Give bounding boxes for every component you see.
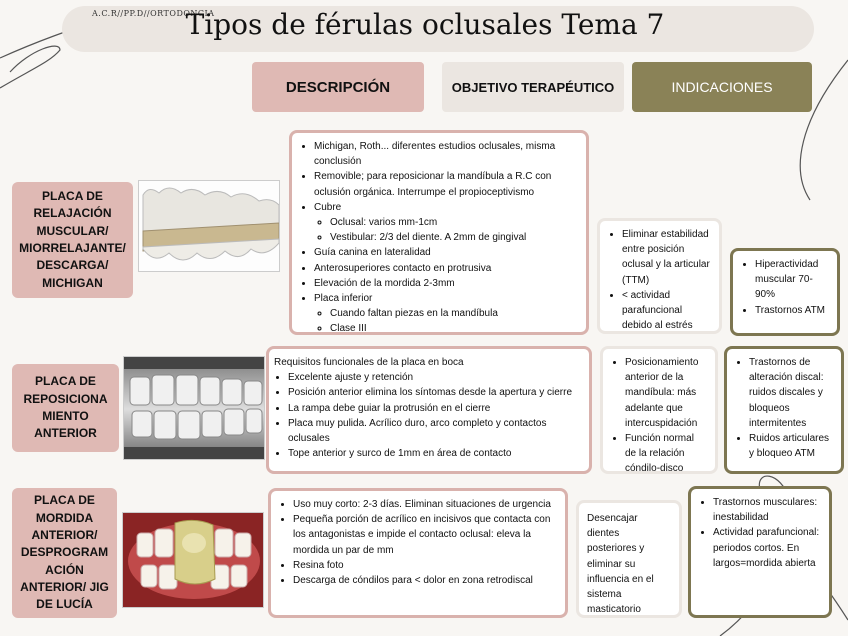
watermark: A.C.R//PP.D//ORTODONCIA	[92, 9, 215, 18]
objective-box-jig	[576, 500, 682, 618]
description-item: • Elevación de la mordida 2-3mm	[314, 276, 578, 291]
description-item: • Anterosuperiores contacto en protrusiva	[314, 261, 578, 276]
page-title: Tipos de férulas oclusales Tema 7	[185, 8, 665, 41]
header-descripcion: DESCRIPCIÓN	[252, 62, 424, 112]
description-item: • Resina foto	[293, 558, 557, 573]
description-item: • Uso muy corto: 2-3 días. Eliminan situaciones de urgencia	[293, 497, 557, 512]
description-box-jig	[268, 488, 568, 618]
objective-item: • Eliminar estabilidad entre posición oclusal y la articular (TTM)	[622, 227, 711, 288]
objective-box-michigan	[597, 218, 722, 334]
header-indicaciones: INDICACIONES	[632, 62, 812, 112]
description-item: • Excelente ajuste y retención	[288, 370, 581, 385]
description-item: • Placa inferior ◦ Cuando faltan piezas en la mandíbula ◦ Clase III	[314, 291, 578, 337]
description-item: • Pequeña porción de acrílico en incisivos que contacta con los antagonistas e impide el contacto oclusal: eleva la mordida un par de mm	[293, 512, 557, 558]
description-subitem: ◦ Clase III	[330, 321, 578, 336]
description-box-reposicionamiento	[266, 346, 592, 474]
row-label-michigan: PLACA DE RELAJACIÓN MUSCULAR/ MIORRELAJANTE/ DESCARGA/ MICHIGAN	[12, 182, 133, 298]
description-item: • Cubre ◦ Oclusal: varios mm-1cm ◦ Vestibular: 2/3 del diente. A 2mm de gingival	[314, 200, 578, 246]
jig-photo	[122, 512, 264, 608]
description-subitem: ◦ Vestibular: 2/3 del diente. A 2mm de gingival	[330, 230, 578, 245]
description-item: • Guía canina en lateralidad	[314, 245, 578, 260]
description-subitem: ◦ Cuando faltan piezas en la mandíbula	[330, 306, 578, 321]
indication-item: • Trastornos ATM	[755, 303, 829, 318]
row-label-jig: PLACA DE MORDIDA ANTERIOR/ DESPROGRAM ACIÓN ANTERIOR/ JIG DE LUCÍA	[12, 488, 117, 618]
indication-item: • Ruidos articulares y bloqueo ATM	[749, 431, 833, 461]
description-intro: Requisitos funcionales de la placa en boca	[274, 357, 464, 368]
description-item: • Michigan, Roth... diferentes estudios oclusales, misma conclusión	[314, 139, 578, 169]
description-item: • Removible; para reposicionar la mandíbula a R.C con oclusión orgánica. Interrumpe el propioceptivismo	[314, 169, 578, 199]
row-label-reposicionamiento: PLACA DE REPOSICIONA MIENTO ANTERIOR	[12, 364, 119, 452]
indications-box-reposicionamiento	[724, 346, 844, 474]
splint-photo	[138, 180, 280, 272]
description-subitem: ◦ Oclusal: varios mm-1cm	[330, 215, 578, 230]
indications-box-jig	[688, 486, 832, 618]
description-item: • Placa muy pulida. Acrílico duro, arco completo y contactos oclusales	[288, 416, 581, 446]
objective-item: • < actividad parafuncional debido al estrés	[622, 288, 711, 334]
description-box-michigan	[289, 130, 589, 335]
indications-box-michigan	[730, 248, 840, 336]
indication-item: • Hiperactividad muscular 70-90%	[755, 257, 829, 303]
indication-item: • Trastornos de alteración discal: ruidos discales y bloqueos intermitentes	[749, 355, 833, 431]
indication-item: • Actividad parafuncional: periodos cortos. En largos=mordida abierta	[713, 525, 821, 571]
objective-item: • Función normal de la relación cóndilo-disco	[625, 431, 707, 477]
description-item: • Tope anterior y surco de 1mm en área de contacto	[288, 446, 581, 461]
objective-text: Desencajar dientes posteriores y eliminar su influencia en el sistema masticatorio	[587, 513, 654, 616]
description-item: • La rampa debe guiar la protrusión en el cierre	[288, 401, 581, 416]
indication-item: • Trastornos musculares: inestabilidad	[713, 495, 821, 525]
description-item: • Descarga de cóndilos para < dolor en zona retrodiscal	[293, 573, 557, 588]
teeth-bw-photo	[123, 356, 265, 460]
description-item: • Posición anterior elimina los síntomas desde la apertura y cierre	[288, 385, 581, 400]
header-objetivo: OBJETIVO TERAPÉUTICO	[442, 62, 624, 112]
objective-item: • Posicionamiento anterior de la mandíbula: más adelante que intercuspidación	[625, 355, 707, 431]
objective-box-reposicionamiento	[600, 346, 718, 474]
